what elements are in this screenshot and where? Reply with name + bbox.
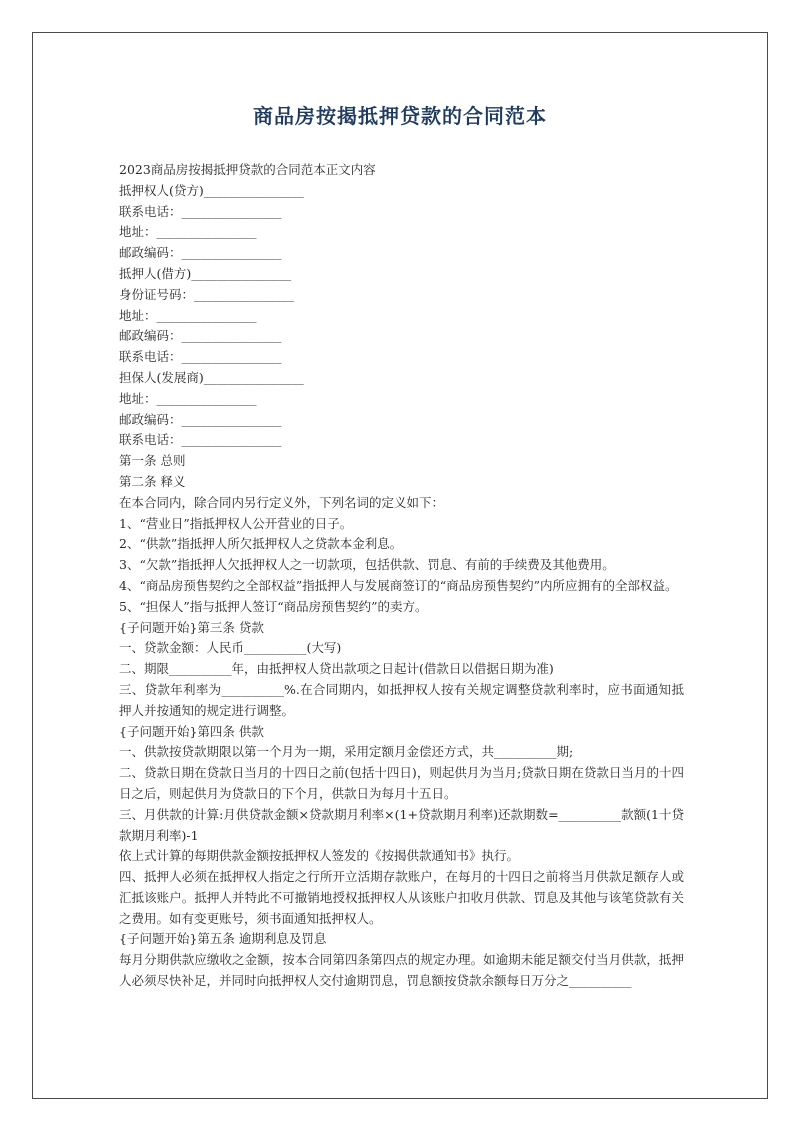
guarantor-phone-field: 联系电话：________________ <box>119 432 282 448</box>
loan-amount-clause: 一、贷款金额：人民币__________(大写) <box>119 640 342 656</box>
document-title: 商品房按揭抵押贷款的合同范本 <box>253 104 547 128</box>
mortgagor-id-field: 身份证号码：________________ <box>119 286 295 302</box>
intro-line: 2023商品房按揭抵押贷款的合同范本正文内容 <box>119 162 376 177</box>
penalty-clause: 每月分期供款应缴收之金额，按本合同第四条第四点的规定办理。如逾期未能足额交付当月供款，抵押人必须尽快补足，并同时向抵押权人交付逾期罚息，罚息额按贷款余额每日万分之__________ <box>119 952 684 989</box>
mortgagee-field: 抵押权人(贷方)________________ <box>119 182 304 198</box>
guarantor-field: 担保人(发展商)________________ <box>119 369 304 385</box>
installment-account-clause: 四、抵押人必须在抵押权人指定之行所开立活期存款账户，在每月的十四日之前将当月供款足额存人或汇抵该账户。抵押人并特此不可撤销地授权抵押权人从该账户扣收月供款、罚息及其他与该笔贷款有关之费用。如有变更账号，须书面通知抵押权人。 <box>119 869 684 926</box>
definitions-intro: 在本合同内，除合同内另行定义外，下列名词的定义如下： <box>119 494 445 510</box>
definition-4: 4、“商品房预售契约之全部权益”指抵押人与发展商签订的“商品房预售契约”内所应拥有的全部权益。 <box>119 577 678 593</box>
installment-clause-1: 一、供款按贷款期限以第一个月为一期，采用定额月金偿还方式，共__________期; <box>119 744 574 760</box>
guarantor-postcode-field: 邮政编码：________________ <box>119 411 282 427</box>
article-4-heading: {子问题开始}第四条 供款 <box>119 723 264 739</box>
article-1-heading: 第一条 总则 <box>119 453 186 469</box>
installment-formula-clause: 三、月供款的计算:月供贷款金额×贷款期月利率×(1+贷款期月利率)还款期数=__________款额(1十贷款期月利率)-1 <box>119 806 684 843</box>
document-body <box>119 160 684 992</box>
mortgagor-phone-field: 联系电话：________________ <box>119 349 282 365</box>
interest-rate-clause: 三、贷款年利率为__________%.在合同期内，如抵押权人按有关规定调整贷款利率时，应书面通知抵押人并按通知的规定进行调整。 <box>119 681 684 718</box>
mortgagee-address-field: 地址：________________ <box>119 224 257 240</box>
installment-clause-2: 二、贷款日期在贷款日当月的十四日之前(包括十四日)，则起供月为当月;贷款日期在贷款日当月的十四日之后，则起供月为贷款日的下个月，供款日为每月十五日。 <box>119 765 684 801</box>
installment-notice-clause: 依上式计算的每期供款金额按抵押权人签发的《按揭供款通知书》执行。 <box>119 848 520 864</box>
article-2-heading: 第二条 释义 <box>119 473 186 489</box>
definition-2: 2、“供款”指抵押人所欠抵押权人之贷款本金利息。 <box>119 536 403 552</box>
mortgagor-postcode-field: 邮政编码：________________ <box>119 328 282 344</box>
mortgagor-address-field: 地址：________________ <box>119 307 257 323</box>
guarantor-address-field: 地址：________________ <box>119 390 257 406</box>
mortgagor-field: 抵押人(借方)________________ <box>119 265 292 281</box>
mortgagee-postcode-field: 邮政编码：________________ <box>119 245 282 261</box>
article-5-heading: {子问题开始}第五条 逾期利息及罚息 <box>119 931 327 947</box>
mortgagee-phone-field: 联系电话：________________ <box>119 203 282 219</box>
definition-3: 3、“欠款”指抵押人欠抵押权人之一切款项，包括供款、罚息、有前的手续费及其他费用。 <box>119 557 615 573</box>
definition-1: 1、“营业日”指抵押权人公开营业的日子。 <box>119 515 353 531</box>
article-3-heading: {子问题开始}第三条 贷款 <box>119 619 264 635</box>
loan-term-clause: 二、期限__________年，由抵押权人贷出款项之日起计(借款日以借据日期为准) <box>119 661 554 677</box>
definition-5: 5、“担保人”指与抵押人签订“商品房预售契约”的卖方。 <box>119 598 428 614</box>
